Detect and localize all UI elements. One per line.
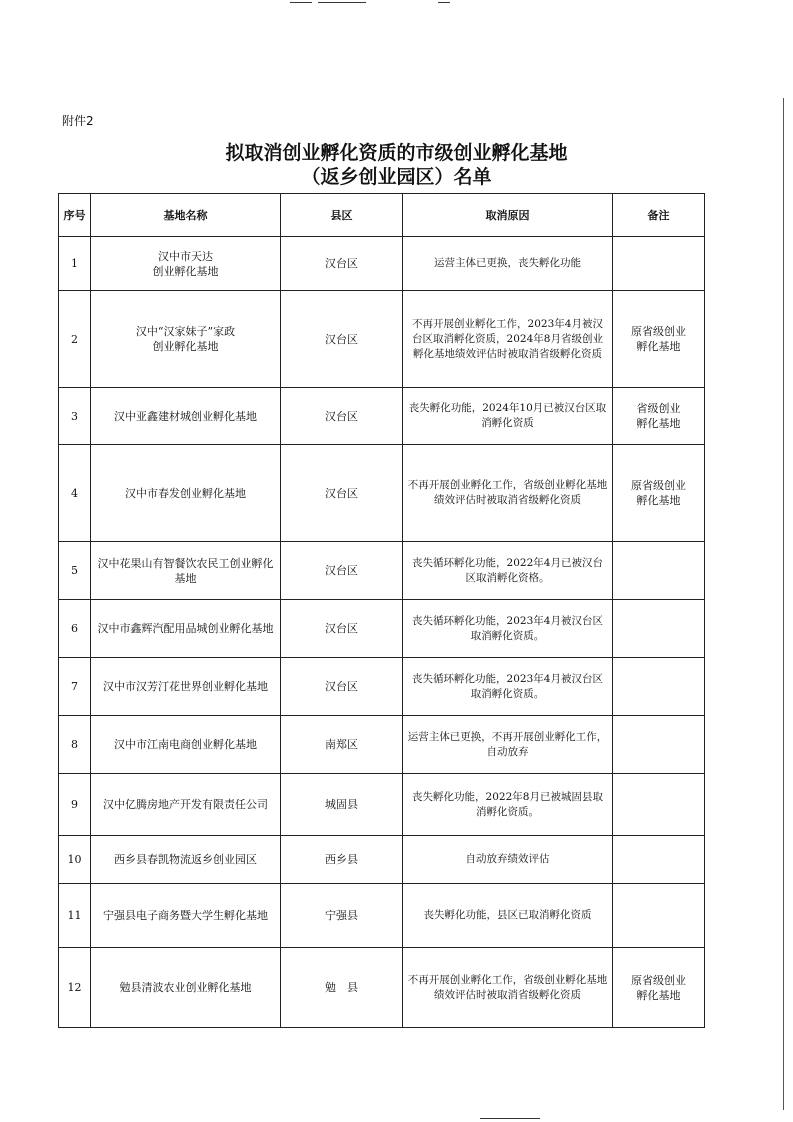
- county-cell: 汉台区: [281, 445, 403, 542]
- base-name-cell: 汉中市鑫辉汽配用品城创业孵化基地: [91, 600, 281, 658]
- row-number-cell: 1: [59, 237, 91, 291]
- county-cell: 汉台区: [281, 291, 403, 388]
- county-cell: 汉台区: [281, 658, 403, 716]
- base-name-cell: 汉中花果山有智餐饮农民工创业孵化基地: [91, 542, 281, 600]
- scan-mark-top-1: [290, 2, 312, 3]
- table-row: [59, 237, 705, 291]
- table-row: [59, 445, 705, 542]
- table-row: [59, 291, 705, 388]
- county-cell: 汉台区: [281, 600, 403, 658]
- county-cell: 宁强县: [281, 884, 403, 948]
- cancel-reason-cell: 运营主体已更换，丧失孵化功能: [403, 237, 613, 291]
- cancel-reason-cell: 丧失循环孵化功能，2023年4月被汉台区取消孵化资质。: [403, 658, 613, 716]
- remark-cell: [613, 542, 705, 600]
- attachment-label: 附件2: [62, 114, 94, 128]
- scan-edge-line: [783, 98, 784, 1110]
- row-number-cell: 8: [59, 716, 91, 774]
- header-note: 备注: [613, 194, 705, 237]
- remark-cell: 原省级创业 孵化基地: [613, 291, 705, 388]
- header-name: 基地名称: [91, 194, 281, 237]
- table-row: [59, 658, 705, 716]
- cancel-reason-cell: 丧失孵化功能，2024年10月已被汉台区取消孵化资质: [403, 388, 613, 445]
- county-cell: 汉台区: [281, 237, 403, 291]
- row-number-cell: 12: [59, 948, 91, 1028]
- scan-mark-top-3: [438, 2, 450, 3]
- remark-cell: 省级创业 孵化基地: [613, 388, 705, 445]
- base-name-cell: 汉中市汉芳汀花世界创业孵化基地: [91, 658, 281, 716]
- remark-cell: 原省级创业 孵化基地: [613, 445, 705, 542]
- remark-cell: [613, 836, 705, 884]
- table-body: [59, 237, 705, 1028]
- cancel-reason-cell: 不再开展创业孵化工作，省级创业孵化基地绩效评估时被取消省级孵化资质: [403, 445, 613, 542]
- remark-cell: [613, 774, 705, 836]
- county-cell: 南郑区: [281, 716, 403, 774]
- cancel-reason-cell: 运营主体已更换，不再开展创业孵化工作，自动放弃: [403, 716, 613, 774]
- remark-cell: [613, 658, 705, 716]
- document-subtitle: （返乡创业园区）名单: [301, 166, 492, 188]
- table-header-row: [59, 194, 705, 237]
- base-name-cell: 汉中亿腾房地产开发有限责任公司: [91, 774, 281, 836]
- base-name-cell: 汉中“汉家妹子”家政 创业孵化基地: [91, 291, 281, 388]
- base-name-cell: 宁强县电子商务暨大学生孵化基地: [91, 884, 281, 948]
- table-row: [59, 716, 705, 774]
- county-cell: 汉台区: [281, 388, 403, 445]
- base-name-cell: 汉中市天达 创业孵化基地: [91, 237, 281, 291]
- cancel-reason-cell: 丧失孵化功能，2022年8月已被城固县取消孵化资质。: [403, 774, 613, 836]
- row-number-cell: 6: [59, 600, 91, 658]
- scan-mark-bottom: [480, 1118, 540, 1119]
- base-name-cell: 汉中市江南电商创业孵化基地: [91, 716, 281, 774]
- table-row: [59, 600, 705, 658]
- remark-cell: [613, 884, 705, 948]
- scan-mark-top-2: [318, 2, 366, 3]
- table-row: [59, 774, 705, 836]
- row-number-cell: 4: [59, 445, 91, 542]
- county-cell: 汉台区: [281, 542, 403, 600]
- cancel-reason-cell: 不再开展创业孵化工作，省级创业孵化基地绩效评估时被取消省级孵化资质: [403, 948, 613, 1028]
- base-name-cell: 汉中亚鑫建材城创业孵化基地: [91, 388, 281, 445]
- remark-cell: [613, 237, 705, 291]
- header-reason: 取消原因: [403, 194, 613, 237]
- table-row: [59, 388, 705, 445]
- county-cell: 城固县: [281, 774, 403, 836]
- row-number-cell: 5: [59, 542, 91, 600]
- incubator-table: [58, 193, 705, 1028]
- row-number-cell: 7: [59, 658, 91, 716]
- header-county: 县区: [281, 194, 403, 237]
- row-number-cell: 9: [59, 774, 91, 836]
- remark-cell: 原省级创业 孵化基地: [613, 948, 705, 1028]
- county-cell: 西乡县: [281, 836, 403, 884]
- county-cell: 勉 县: [281, 948, 403, 1028]
- table-row: [59, 542, 705, 600]
- cancel-reason-cell: 丧失孵化功能，县区已取消孵化资质: [403, 884, 613, 948]
- table-row: [59, 948, 705, 1028]
- cancel-reason-cell: 丧失循环孵化功能，2023年4月被汉台区取消孵化资质。: [403, 600, 613, 658]
- base-name-cell: 汉中市春发创业孵化基地: [91, 445, 281, 542]
- row-number-cell: 11: [59, 884, 91, 948]
- base-name-cell: 勉县清波农业创业孵化基地: [91, 948, 281, 1028]
- table-row: [59, 884, 705, 948]
- cancel-reason-cell: 丧失循环孵化功能，2022年4月已被汉台区取消孵化资格。: [403, 542, 613, 600]
- cancel-reason-cell: 不再开展创业孵化工作，2023年4月被汉台区取消孵化资质，2024年8月省级创业孵化基地绩效评估时被取消省级孵化资质: [403, 291, 613, 388]
- header-no: 序号: [59, 194, 91, 237]
- row-number-cell: 2: [59, 291, 91, 388]
- table-row: [59, 836, 705, 884]
- base-name-cell: 西乡县春凯物流返乡创业园区: [91, 836, 281, 884]
- remark-cell: [613, 600, 705, 658]
- row-number-cell: 3: [59, 388, 91, 445]
- document-title: 拟取消创业孵化资质的市级创业孵化基地: [225, 142, 568, 164]
- remark-cell: [613, 716, 705, 774]
- cancel-reason-cell: 自动放弃绩效评估: [403, 836, 613, 884]
- row-number-cell: 10: [59, 836, 91, 884]
